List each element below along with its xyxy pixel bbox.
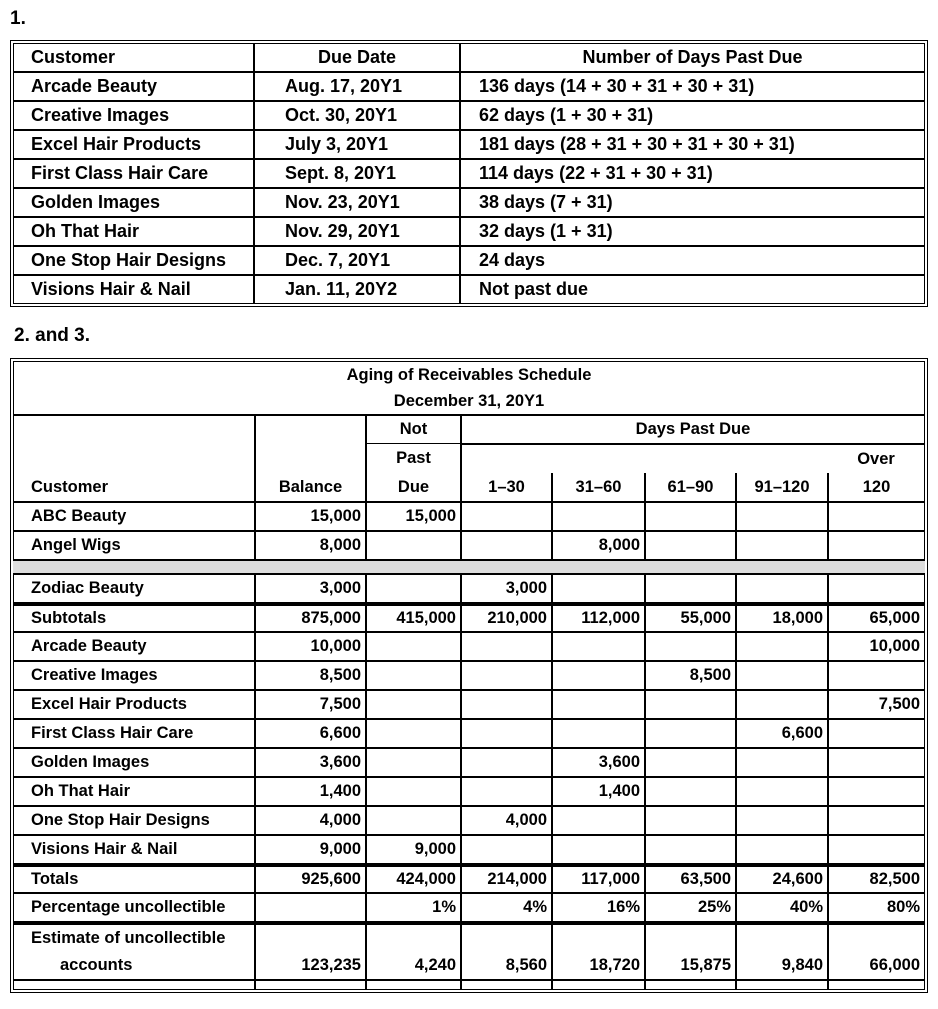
not-past-due-cell <box>366 719 461 748</box>
header-due: Due <box>366 473 461 502</box>
bucket-61-90-cell: 25% <box>645 893 736 922</box>
customer-cell: Oh That Hair <box>13 777 255 806</box>
table-row <box>13 275 925 304</box>
empty-cell <box>366 980 461 990</box>
bucket-61-90-cell <box>645 531 736 560</box>
bucket-31-60-cell <box>552 632 645 661</box>
bucket-91-120-cell <box>736 806 828 835</box>
balance-cell: 123,235 <box>255 951 366 980</box>
bucket-31-60-cell <box>552 719 645 748</box>
balance-cell: 10,000 <box>255 632 366 661</box>
days-past-due-cell: 24 days <box>460 246 925 275</box>
bucket-31-60-cell <box>552 661 645 690</box>
customer-cell: accounts <box>13 951 255 980</box>
bucket-1-30-cell: 214,000 <box>461 864 552 893</box>
bucket-over-120-cell: 82,500 <box>828 864 925 893</box>
bucket-91-120-cell: 18,000 <box>736 603 828 632</box>
not-past-due-cell <box>366 748 461 777</box>
bucket-1-30-cell <box>461 502 552 531</box>
bucket-91-120-cell: 40% <box>736 893 828 922</box>
subtotals-row <box>13 603 925 632</box>
bucket-61-90-cell <box>645 748 736 777</box>
bucket-31-60-cell: 8,000 <box>552 531 645 560</box>
bucket-over-120-cell <box>828 661 925 690</box>
table-row <box>13 217 925 246</box>
customer-cell: Creative Images <box>13 661 255 690</box>
table-row <box>13 531 925 560</box>
bucket-61-90-cell: 55,000 <box>645 603 736 632</box>
customer-cell: Excel Hair Products <box>13 130 254 159</box>
estimate-label-row <box>13 922 925 951</box>
empty-cell <box>461 980 552 990</box>
customer-cell: Percentage uncollectible <box>13 893 255 922</box>
days-past-due-cell: 181 days (28 + 31 + 30 + 31 + 30 + 31) <box>460 130 925 159</box>
due-date-cell: Sept. 8, 20Y1 <box>254 159 460 188</box>
balance-cell: 9,000 <box>255 835 366 864</box>
customer-cell: Golden Images <box>13 748 255 777</box>
bucket-1-30-cell <box>461 661 552 690</box>
bucket-91-120-cell: 9,840 <box>736 951 828 980</box>
not-past-due-cell: 415,000 <box>366 603 461 632</box>
balance-cell <box>255 922 366 951</box>
customer-cell: One Stop Hair Designs <box>13 806 255 835</box>
not-past-due-cell: 9,000 <box>366 835 461 864</box>
bucket-over-120-cell: 7,500 <box>828 690 925 719</box>
bucket-1-30-cell: 210,000 <box>461 603 552 632</box>
due-date-cell: Oct. 30, 20Y1 <box>254 101 460 130</box>
header-days-past-due: Number of Days Past Due <box>460 43 925 72</box>
header-balance: Balance <box>255 415 366 502</box>
table-row <box>13 690 925 719</box>
table-row <box>13 101 925 130</box>
header-bucket-31-60: 31–60 <box>552 473 645 502</box>
bucket-over-120-cell: 66,000 <box>828 951 925 980</box>
bucket-31-60-cell <box>552 922 645 951</box>
bucket-31-60-cell: 117,000 <box>552 864 645 893</box>
date-row <box>13 388 925 415</box>
due-date-cell: Aug. 17, 20Y1 <box>254 72 460 101</box>
empty-cell <box>552 980 645 990</box>
customer-cell: Oh That Hair <box>13 217 254 246</box>
balance-cell: 875,000 <box>255 603 366 632</box>
bucket-over-120-cell <box>828 531 925 560</box>
table-row <box>13 835 925 864</box>
days-past-due-cell: 136 days (14 + 30 + 31 + 30 + 31) <box>460 72 925 101</box>
customer-cell: One Stop Hair Designs <box>13 246 254 275</box>
header-over: Over <box>828 444 925 473</box>
balance-cell <box>255 893 366 922</box>
section-1-heading: 1. <box>10 8 26 29</box>
table-row <box>13 806 925 835</box>
schedule-date: December 31, 20Y1 <box>13 388 925 415</box>
bucket-91-120-cell <box>736 922 828 951</box>
not-past-due-cell: 4,240 <box>366 951 461 980</box>
bucket-61-90-cell <box>645 835 736 864</box>
not-past-due-cell: 15,000 <box>366 502 461 531</box>
not-past-due-cell: 1% <box>366 893 461 922</box>
bucket-91-120-cell <box>736 748 828 777</box>
not-past-due-cell <box>366 922 461 951</box>
balance-cell: 3,000 <box>255 574 366 603</box>
not-past-due-cell <box>366 531 461 560</box>
closing-row <box>13 980 925 990</box>
bucket-61-90-cell <box>645 574 736 603</box>
header-past: Past <box>366 444 461 473</box>
table-header-row <box>13 43 925 72</box>
due-date-cell: Jan. 11, 20Y2 <box>254 275 460 304</box>
bucket-91-120-cell <box>736 835 828 864</box>
table-row <box>13 719 925 748</box>
table-row <box>13 777 925 806</box>
not-past-due-cell <box>366 777 461 806</box>
empty-cell <box>255 980 366 990</box>
bucket-91-120-cell <box>736 574 828 603</box>
due-date-cell: Nov. 23, 20Y1 <box>254 188 460 217</box>
balance-cell: 925,600 <box>255 864 366 893</box>
days-past-due-cell: 114 days (22 + 31 + 30 + 31) <box>460 159 925 188</box>
customer-cell: First Class Hair Care <box>13 719 255 748</box>
bucket-61-90-cell <box>645 806 736 835</box>
due-date-cell: Dec. 7, 20Y1 <box>254 246 460 275</box>
customer-cell: Visions Hair & Nail <box>13 835 255 864</box>
bucket-1-30-cell: 4,000 <box>461 806 552 835</box>
empty-cell <box>13 980 255 990</box>
header-customer: Customer <box>13 43 254 72</box>
table-row <box>13 72 925 101</box>
customer-cell: Arcade Beauty <box>13 632 255 661</box>
bucket-91-120-cell <box>736 531 828 560</box>
bucket-31-60-cell: 3,600 <box>552 748 645 777</box>
bucket-1-30-cell: 4% <box>461 893 552 922</box>
estimate-label-cell: Estimate of uncollectible <box>13 922 255 951</box>
bucket-31-60-cell: 18,720 <box>552 951 645 980</box>
balance-cell: 7,500 <box>255 690 366 719</box>
bucket-over-120-cell: 80% <box>828 893 925 922</box>
table-row <box>13 502 925 531</box>
bucket-1-30-cell <box>461 835 552 864</box>
row-gap <box>13 560 925 574</box>
days-past-due-cell: 32 days (1 + 31) <box>460 217 925 246</box>
not-past-due-cell <box>366 632 461 661</box>
bucket-1-30-cell <box>461 922 552 951</box>
title-row <box>13 361 925 388</box>
customer-cell: Subtotals <box>13 603 255 632</box>
table-row <box>13 159 925 188</box>
header-days-past-due: Days Past Due <box>461 415 925 444</box>
header-customer: Customer <box>13 415 255 502</box>
bucket-1-30-cell: 8,560 <box>461 951 552 980</box>
bucket-31-60-cell <box>552 690 645 719</box>
bucket-61-90-cell: 15,875 <box>645 951 736 980</box>
not-past-due-cell <box>366 574 461 603</box>
header-row-1 <box>13 415 925 444</box>
bucket-31-60-cell <box>552 502 645 531</box>
days-past-due-cell: 38 days (7 + 31) <box>460 188 925 217</box>
estimate-row <box>13 951 925 980</box>
days-past-due-cell: Not past due <box>460 275 925 304</box>
bucket-over-120-cell <box>828 777 925 806</box>
bucket-1-30-cell <box>461 748 552 777</box>
header-bucket-61-90: 61–90 <box>645 473 736 502</box>
balance-cell: 4,000 <box>255 806 366 835</box>
bucket-91-120-cell <box>736 661 828 690</box>
table-row <box>13 574 925 603</box>
balance-cell: 8,000 <box>255 531 366 560</box>
bucket-31-60-cell <box>552 835 645 864</box>
customer-cell: Totals <box>13 864 255 893</box>
bucket-1-30-cell <box>461 777 552 806</box>
customer-cell: Zodiac Beauty <box>13 574 255 603</box>
bucket-91-120-cell <box>736 502 828 531</box>
bucket-31-60-cell: 16% <box>552 893 645 922</box>
header-bucket-over-120: 120 <box>828 473 925 502</box>
customer-cell: Golden Images <box>13 188 254 217</box>
bucket-1-30-cell: 3,000 <box>461 574 552 603</box>
header-bucket-91-120: 91–120 <box>736 473 828 502</box>
bucket-31-60-cell <box>552 574 645 603</box>
header-bucket-1-30: 1–30 <box>461 473 552 502</box>
row-gap-cell <box>13 560 925 574</box>
days-past-due-cell: 62 days (1 + 30 + 31) <box>460 101 925 130</box>
table-row <box>13 246 925 275</box>
bucket-over-120-cell <box>828 502 925 531</box>
aging-schedule-table <box>10 358 928 993</box>
table-row <box>13 130 925 159</box>
bucket-61-90-cell <box>645 502 736 531</box>
bucket-31-60-cell: 112,000 <box>552 603 645 632</box>
bucket-31-60-cell <box>552 806 645 835</box>
balance-cell: 3,600 <box>255 748 366 777</box>
not-past-due-cell <box>366 806 461 835</box>
bucket-over-120-cell: 65,000 <box>828 603 925 632</box>
customer-cell: Arcade Beauty <box>13 72 254 101</box>
schedule-title: Aging of Receivables Schedule <box>13 361 925 388</box>
bucket-over-120-cell <box>828 748 925 777</box>
table-row <box>13 632 925 661</box>
bucket-91-120-cell: 6,600 <box>736 719 828 748</box>
totals-row <box>13 864 925 893</box>
balance-cell: 6,600 <box>255 719 366 748</box>
bucket-over-120-cell <box>828 835 925 864</box>
bucket-91-120-cell: 24,600 <box>736 864 828 893</box>
not-past-due-cell <box>366 661 461 690</box>
table-row <box>13 188 925 217</box>
bucket-1-30-cell <box>461 531 552 560</box>
customer-cell: Angel Wigs <box>13 531 255 560</box>
bucket-1-30-cell <box>461 719 552 748</box>
bucket-over-120-cell <box>828 922 925 951</box>
table-row <box>13 748 925 777</box>
bucket-61-90-cell: 8,500 <box>645 661 736 690</box>
empty-cell <box>828 980 925 990</box>
balance-cell: 15,000 <box>255 502 366 531</box>
bucket-over-120-cell: 10,000 <box>828 632 925 661</box>
bucket-61-90-cell <box>645 922 736 951</box>
balance-cell: 8,500 <box>255 661 366 690</box>
not-past-due-cell <box>366 690 461 719</box>
percentage-row <box>13 893 925 922</box>
customer-cell: Creative Images <box>13 101 254 130</box>
bucket-61-90-cell <box>645 719 736 748</box>
bucket-61-90-cell <box>645 690 736 719</box>
not-past-due-cell: 424,000 <box>366 864 461 893</box>
bucket-91-120-cell <box>736 777 828 806</box>
bucket-over-120-cell <box>828 719 925 748</box>
bucket-61-90-cell <box>645 777 736 806</box>
bucket-31-60-cell: 1,400 <box>552 777 645 806</box>
bucket-over-120-cell <box>828 574 925 603</box>
bucket-1-30-cell <box>461 690 552 719</box>
bucket-61-90-cell: 63,500 <box>645 864 736 893</box>
due-date-cell: July 3, 20Y1 <box>254 130 460 159</box>
bucket-91-120-cell <box>736 690 828 719</box>
header-due-date: Due Date <box>254 43 460 72</box>
empty-cell <box>645 980 736 990</box>
customer-cell: Visions Hair & Nail <box>13 275 254 304</box>
balance-cell: 1,400 <box>255 777 366 806</box>
bucket-61-90-cell <box>645 632 736 661</box>
days-past-due-table <box>10 40 928 307</box>
bucket-1-30-cell <box>461 632 552 661</box>
section-2-heading: 2. and 3. <box>14 325 91 346</box>
bucket-91-120-cell <box>736 632 828 661</box>
empty-cell <box>736 980 828 990</box>
due-date-cell: Nov. 29, 20Y1 <box>254 217 460 246</box>
customer-cell: Excel Hair Products <box>13 690 255 719</box>
customer-cell: ABC Beauty <box>13 502 255 531</box>
table-row <box>13 661 925 690</box>
bucket-over-120-cell <box>828 806 925 835</box>
header-not: Not <box>366 415 461 444</box>
customer-cell: First Class Hair Care <box>13 159 254 188</box>
